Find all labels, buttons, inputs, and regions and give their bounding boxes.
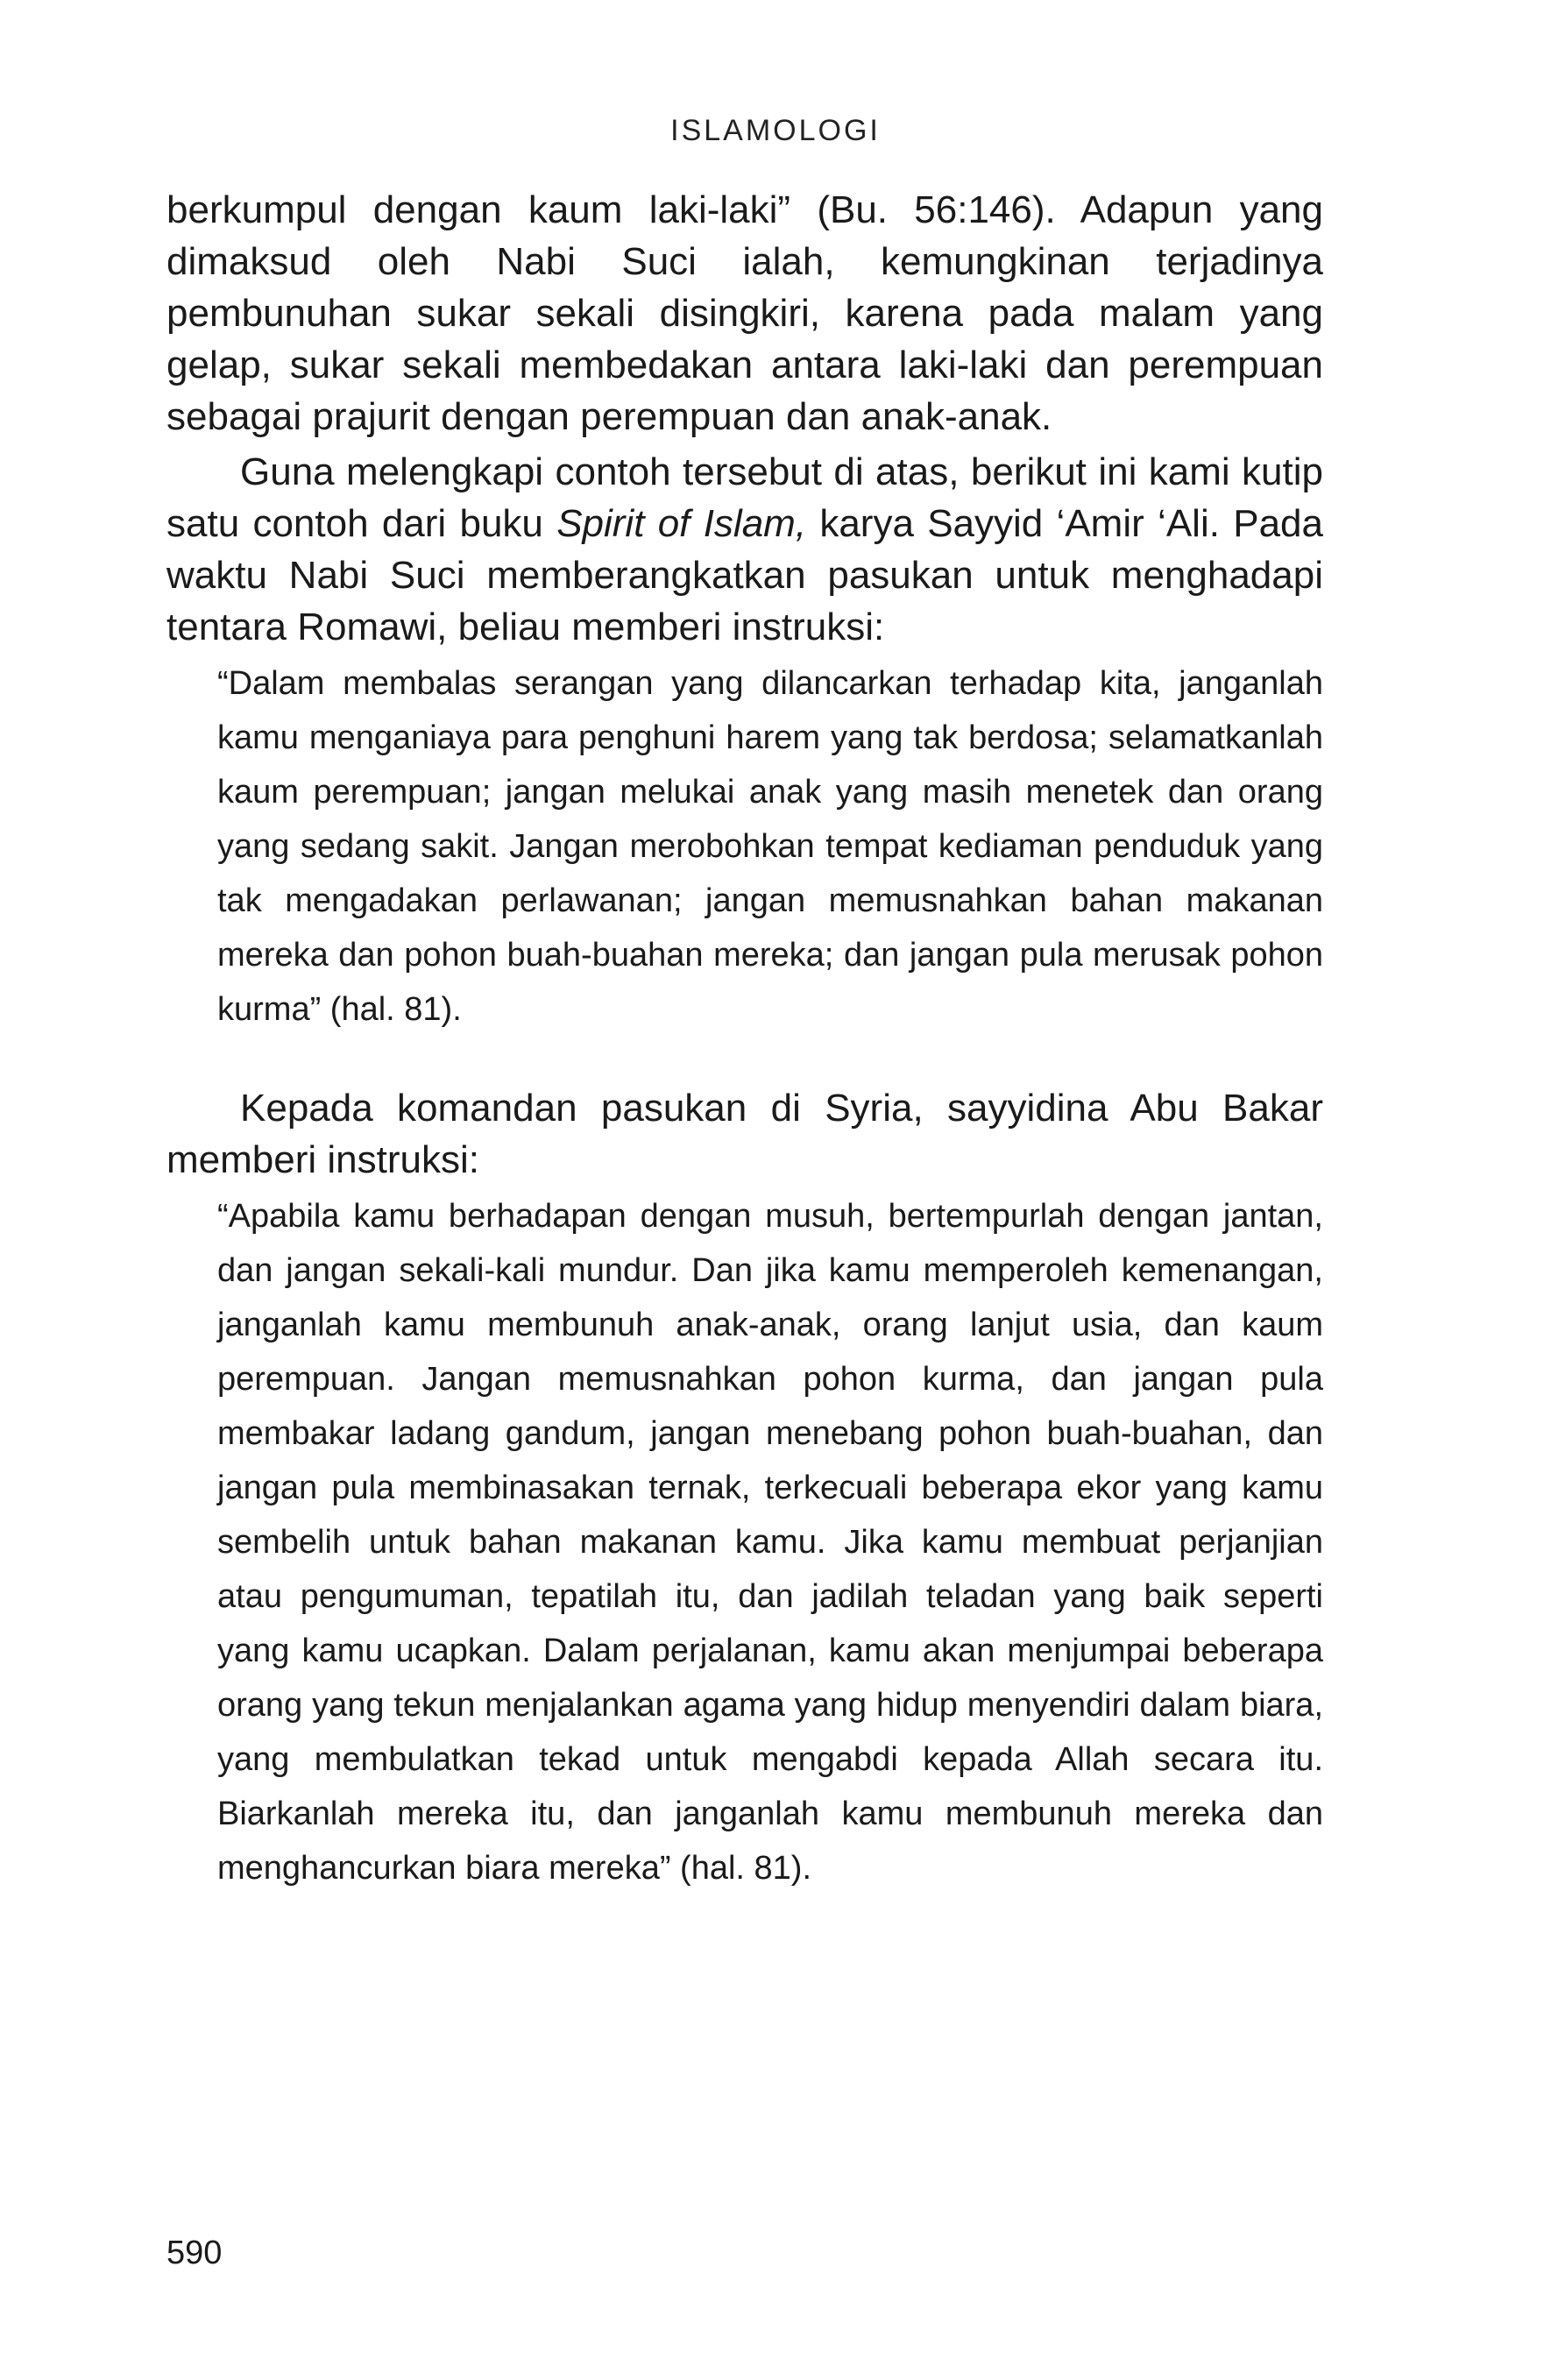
block-quote-2: “Apabila kamu berhadapan dengan musuh, bertempurlah dengan jantan, dan jangan sekali-kali mundur. Dan jika kamu memperoleh kemenangan, janganlah kamu membunuh anak-anak, orang lanjut usia, dan kaum perempuan. Jangan memusnahkan pohon kurma, dan jangan pula membakar ladang gandum, jangan menebang pohon buah-buahan, dan jangan pula membinasakan ternak, terkecuali beberapa ekor yang kamu sembelih untuk bahan makanan kamu. Jika kamu membuat perjanjian atau pengumuman, tepatilah itu, dan jadilah teladan yang baik seperti yang kamu ucapkan. Dalam perjalanan, kamu akan menjumpai beberapa orang yang tekun menjalankan agama yang hidup menyendiri dalam biara, yang membulatkan tekad untuk mengabdi kepada Allah secara itu. Biarkanlah mereka itu, dan janganlah kamu membunuh mereka dan menghancurkan biara mereka” (hal. 81). [217,1198,1323,1887]
page-number: 590 [166,2235,223,2271]
paragraph-2-text-before: Guna melengkapi contoh tersebut di atas, berikut ini kami kutip satu contoh dari buku [166,450,1323,545]
block-quote-1: “Dalam membalas serangan yang dilancarkan terhadap kita, janganlah kamu menganiaya para penghuni harem yang tak berdosa; selamatkanlah kaum perempuan; jangan melukai anak yang masih menetek dan orang yang sedang sakit. Jangan merobohkan tempat kediaman penduduk yang tak mengadakan perlawanan; jangan memusnahkan bahan makanan mereka dan pohon buah-buahan mereka; dan jangan pula merusak pohon kurma” (hal. 81). [217,665,1323,1028]
book-title: Spirit of Islam, [556,502,807,545]
running-header: ISLAMOLOGI [670,114,881,147]
paragraph-3: Kepada komandan pasukan di Syria, sayyidina Abu Bakar memberi instruksi: [166,1087,1323,1181]
paragraph-2-text-after: karya Sayyid ‘Amir ‘Ali. Pada waktu Nabi Suci memberangkatkan pasukan untuk menghadapi tentara Romawi, beliau memberi instruksi: [166,502,1323,648]
paragraph-1: berkumpul dengan kaum laki-laki” (Bu. 56:146). Adapun yang dimaksud oleh Nabi Suci ialah, kemungkinan terjadinya pembunuhan sukar sekali disingkiri, karena pada malam yang gelap, sukar sekali membedakan antara laki-laki dan perempuan sebagai prajurit dengan perempuan dan anak-anak. [166,188,1323,438]
body-text [166,184,1323,1895]
paragraph-2 [166,446,1323,653]
spacer [166,1037,1323,1082]
